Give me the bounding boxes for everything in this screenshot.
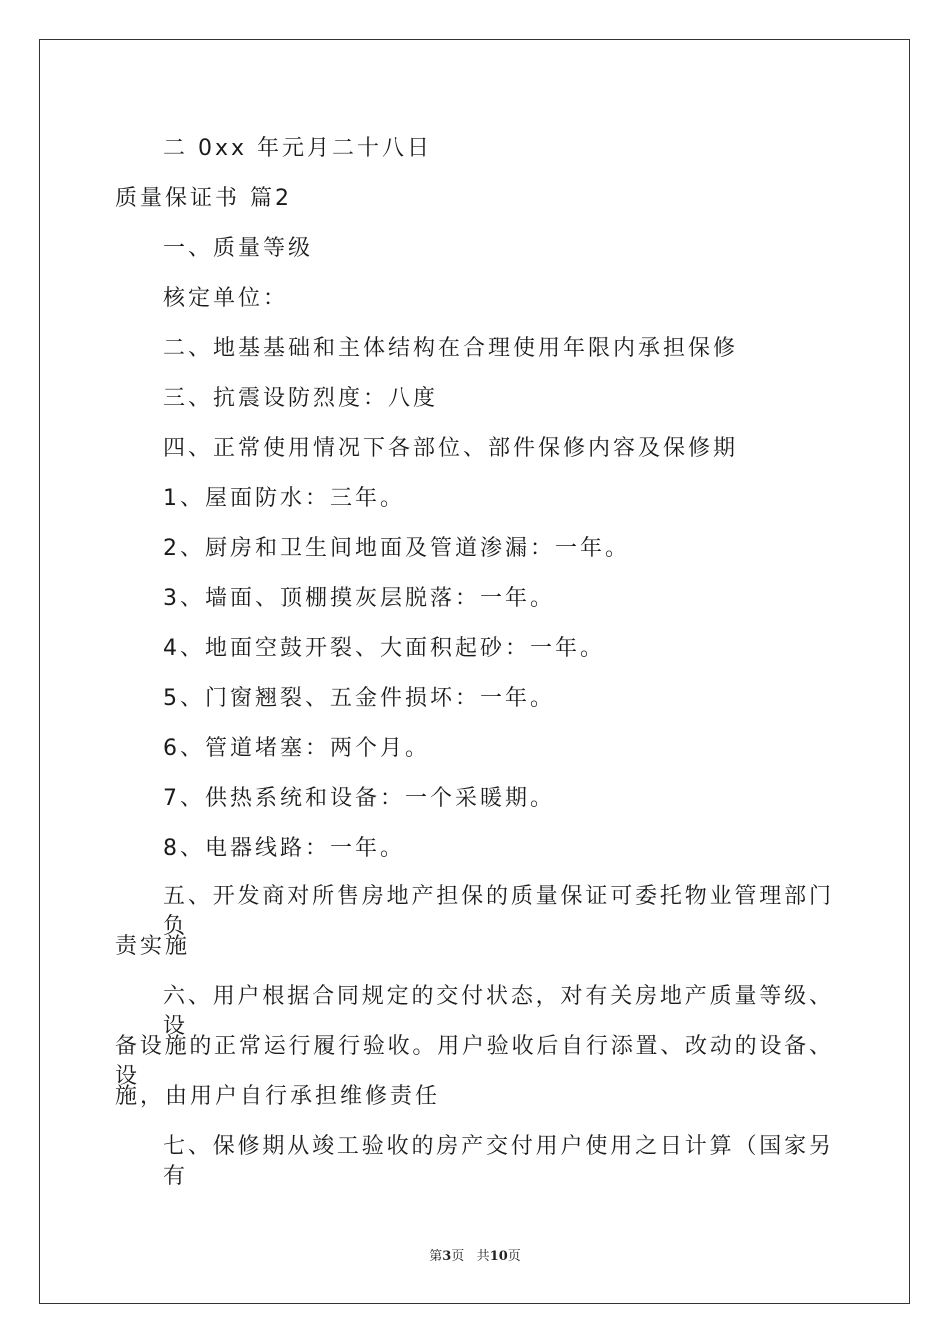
page-footer — [0, 1245, 950, 1264]
footer-total-suffix: 页 — [507, 1249, 521, 1264]
total-pages: 10 — [489, 1249, 508, 1264]
footer-page-suffix: 页 — [451, 1249, 465, 1264]
paragraph-5-line-2: 责实施 — [115, 934, 191, 959]
list-item: 1、屋面防水：三年。 — [163, 486, 405, 511]
text-line: 一、质量等级 — [163, 236, 314, 261]
list-item: 4、地面空鼓开裂、大面积起砂：一年。 — [163, 636, 605, 661]
footer-prefix: 第 — [429, 1249, 443, 1264]
section-heading: 质量保证书 篇2 — [115, 186, 292, 211]
paragraph-6-line-3: 施，由用户自行承担维修责任 — [115, 1084, 441, 1109]
page-number: 3 — [442, 1249, 452, 1264]
paragraph-6-line-2: 备设施的正常运行履行验收。用户验收后自行添置、改动的设备、设 — [115, 1034, 833, 1089]
text-line: 三、抗震设防烈度：八度 — [163, 386, 439, 411]
list-item: 2、厨房和卫生间地面及管道渗漏：一年。 — [163, 536, 630, 561]
text-line: 四、正常使用情况下各部位、部件保修内容及保修期 — [163, 436, 739, 461]
list-item: 7、供热系统和设备：一个采暖期。 — [163, 786, 555, 811]
list-item: 6、管道堵塞：两个月。 — [163, 736, 430, 761]
text-line: 二、地基基础和主体结构在合理使用年限内承担保修 — [163, 336, 739, 361]
footer-total-prefix: 共 — [476, 1249, 490, 1264]
paragraph-5-line-1: 五、开发商对所售房地产担保的质量保证可委托物业管理部门负 — [163, 884, 833, 939]
list-item: 3、墙面、顶棚摸灰层脱落：一年。 — [163, 586, 555, 611]
paragraph-6-line-1: 六、用户根据合同规定的交付状态，对有关房地产质量等级、设 — [163, 984, 833, 1039]
page-frame — [39, 39, 910, 1304]
list-item: 5、门窗翘裂、五金件损坏：一年。 — [163, 686, 555, 711]
paragraph-7-line-1: 七、保修期从竣工验收的房产交付用户使用之日计算（国家另有 — [163, 1134, 833, 1189]
date-line: 二 0xx 年元月二十八日 — [163, 136, 433, 161]
text-line: 核定单位： — [163, 286, 289, 311]
list-item: 8、电器线路：一年。 — [163, 836, 405, 861]
